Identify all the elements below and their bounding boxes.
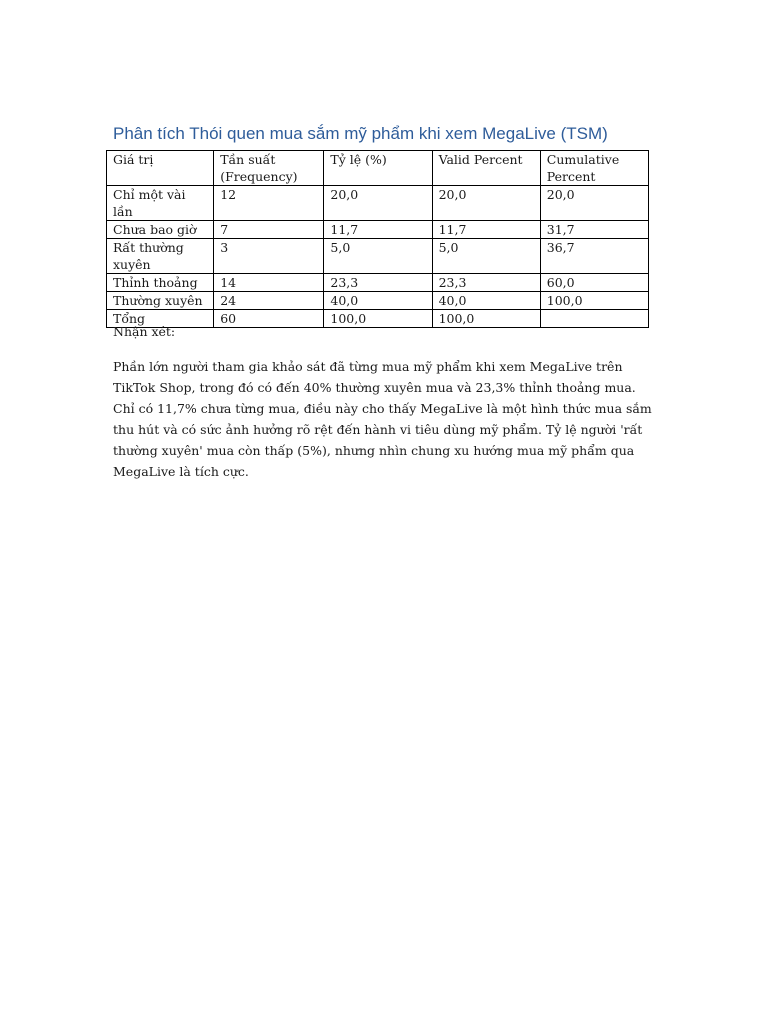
cell-value: Thỉnh thoảng — [107, 274, 214, 292]
document-heading: Phân tích Thói quen mua sắm mỹ phẩm khi xem MegaLive (TSM) — [113, 124, 608, 143]
header-cumulative-percent: Cumulative Percent — [540, 151, 648, 186]
table-row — [107, 239, 649, 274]
cell-valid-percent: 23,3 — [432, 274, 540, 292]
cell-valid-percent: 100,0 — [432, 310, 540, 328]
cell-percent: 11,7 — [324, 221, 432, 239]
table-row — [107, 292, 649, 310]
cell-percent: 20,0 — [324, 186, 432, 221]
cell-value: Chưa bao giờ — [107, 221, 214, 239]
table-total-row — [107, 310, 649, 328]
cell-frequency: 7 — [214, 221, 324, 239]
cell-percent: 40,0 — [324, 292, 432, 310]
header-valid-percent: Valid Percent — [432, 151, 540, 186]
cell-value: Chỉ một vài lần — [107, 186, 214, 221]
cell-valid-percent: 20,0 — [432, 186, 540, 221]
cell-valid-percent: 40,0 — [432, 292, 540, 310]
cell-frequency: 24 — [214, 292, 324, 310]
cell-frequency: 60 — [214, 310, 324, 328]
table-row — [107, 186, 649, 221]
comment-label: Nhận xét: — [113, 324, 176, 339]
cell-value: Rất thường xuyên — [107, 239, 214, 274]
cell-percent: 5,0 — [324, 239, 432, 274]
cell-percent: 100,0 — [324, 310, 432, 328]
header-percent: Tỷ lệ (%) — [324, 151, 432, 186]
cell-cumulative-percent — [540, 310, 648, 328]
table-header-row — [107, 151, 649, 186]
cell-cumulative-percent: 100,0 — [540, 292, 648, 310]
table-row — [107, 221, 649, 239]
frequency-table — [106, 150, 649, 328]
comment-paragraph: Phần lớn người tham gia khảo sát đã từng mua mỹ phẩm khi xem MegaLive trên TikTok Shop, trong đó có đến 40% thường xuyên mua và 23,3% thỉnh thoảng mua. Chỉ có 11,7% chưa từng mua, điều này cho thấy MegaLive là một hình thức mua sắm thu hút và có sức ảnh hưởng rõ rệt đến hành vi tiêu dùng mỹ phẩm. Tỷ lệ người 'rất thường xuyên' mua còn thấp (5%), nhưng nhìn chung xu hướng mua mỹ phẩm qua MegaLive là tích cực. — [113, 359, 652, 479]
header-value: Giá trị — [107, 151, 214, 186]
cell-frequency: 12 — [214, 186, 324, 221]
cell-percent: 23,3 — [324, 274, 432, 292]
table-row — [107, 274, 649, 292]
cell-frequency: 3 — [214, 239, 324, 274]
cell-cumulative-percent: 31,7 — [540, 221, 648, 239]
cell-valid-percent: 5,0 — [432, 239, 540, 274]
header-frequency: Tần suất (Frequency) — [214, 151, 324, 186]
cell-value: Tổng — [107, 310, 214, 328]
cell-frequency: 14 — [214, 274, 324, 292]
cell-cumulative-percent: 36,7 — [540, 239, 648, 274]
cell-cumulative-percent: 20,0 — [540, 186, 648, 221]
cell-valid-percent: 11,7 — [432, 221, 540, 239]
cell-value: Thường xuyên — [107, 292, 214, 310]
cell-cumulative-percent: 60,0 — [540, 274, 648, 292]
